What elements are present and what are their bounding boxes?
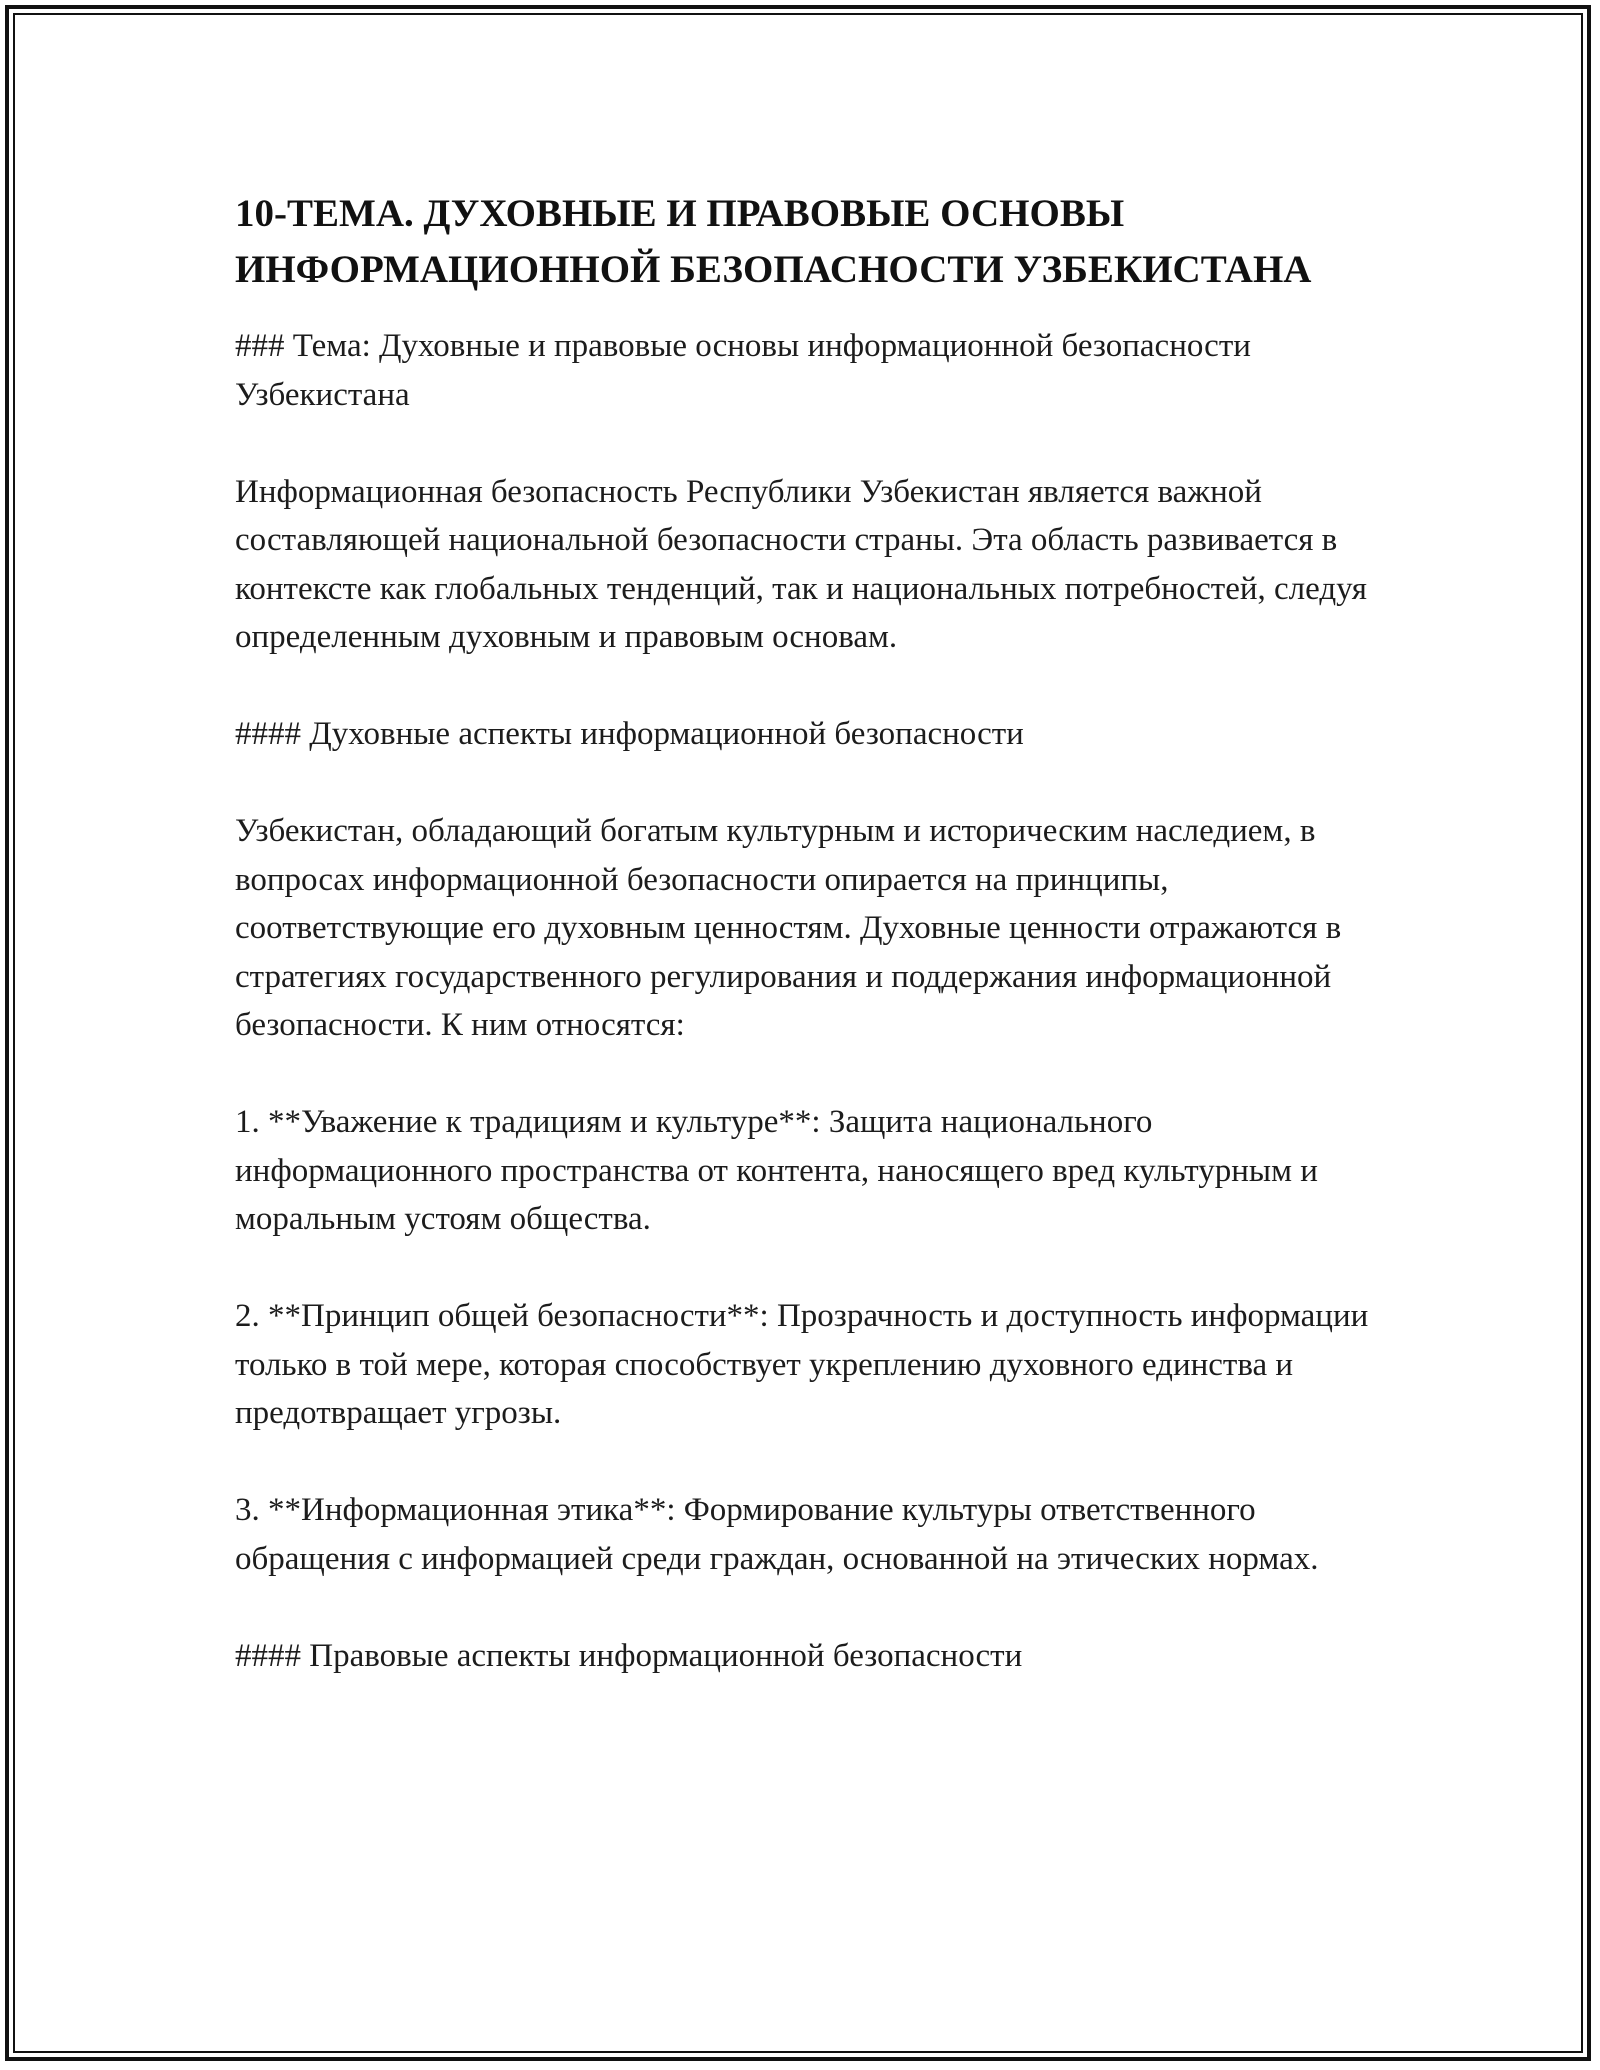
document-title: 10-ТЕМА. ДУХОВНЫЕ И ПРАВОВЫЕ ОСНОВЫ ИНФОРМАЦИОННОЙ БЕЗОПАСНОСТИ УЗБЕКИСТАНА [235,192,1312,291]
spiritual-aspects-paragraph: Узбекистан, обладающий богатым культурным и историческим наследием, в вопросах информационной безопасности опирается на принципы, соответствующие его духовным ценностям. Духовные ценности отражаются в стратегиях государственного регулирования и поддержания информационной безопасности. К ним относятся: [235,813,1342,1043]
list-item-2: 2. **Принцип общей безопасности**: Прозрачность и доступность информации только в той мере, которая способствует укреплению духовного единства и предотвращает угрозы. [235,1298,1369,1431]
spacer [235,1244,1395,1293]
spiritual-aspects-heading: #### Духовные аспекты информационной безопасности [235,716,1024,752]
list-item-1: 1. **Уважение к традициям и культуре**: Защита национального информационного пространства от контента, наносящего вред культурным и моральным устоям общества. [235,1104,1318,1237]
intro-paragraph: Информационная безопасность Республики Узбекистан является важной составляющей национальной безопасности страны. Эта область развивается в контексте как глобальных тенденций, так и национальных потребностей, следуя определенным духовным и правовым основам. [235,473,1367,655]
topic-heading: ### Тема: Духовные и правовые основы информационной безопасности Узбекистана [235,328,1251,413]
legal-aspects-heading: #### Правовые аспекты информационной безопасности [235,1637,1023,1674]
spacer [235,298,1395,322]
spacer [235,759,1395,808]
spacer [235,1438,1395,1487]
spacer [235,1050,1395,1099]
document-page [235,186,1395,1680]
list-item-3: 3. **Информационная этика**: Формирование культуры ответственного обращения с информацией среди граждан, основанной на этических нормах. [235,1492,1319,1577]
spacer [235,419,1395,468]
spacer [235,1583,1395,1632]
spacer [235,662,1395,711]
